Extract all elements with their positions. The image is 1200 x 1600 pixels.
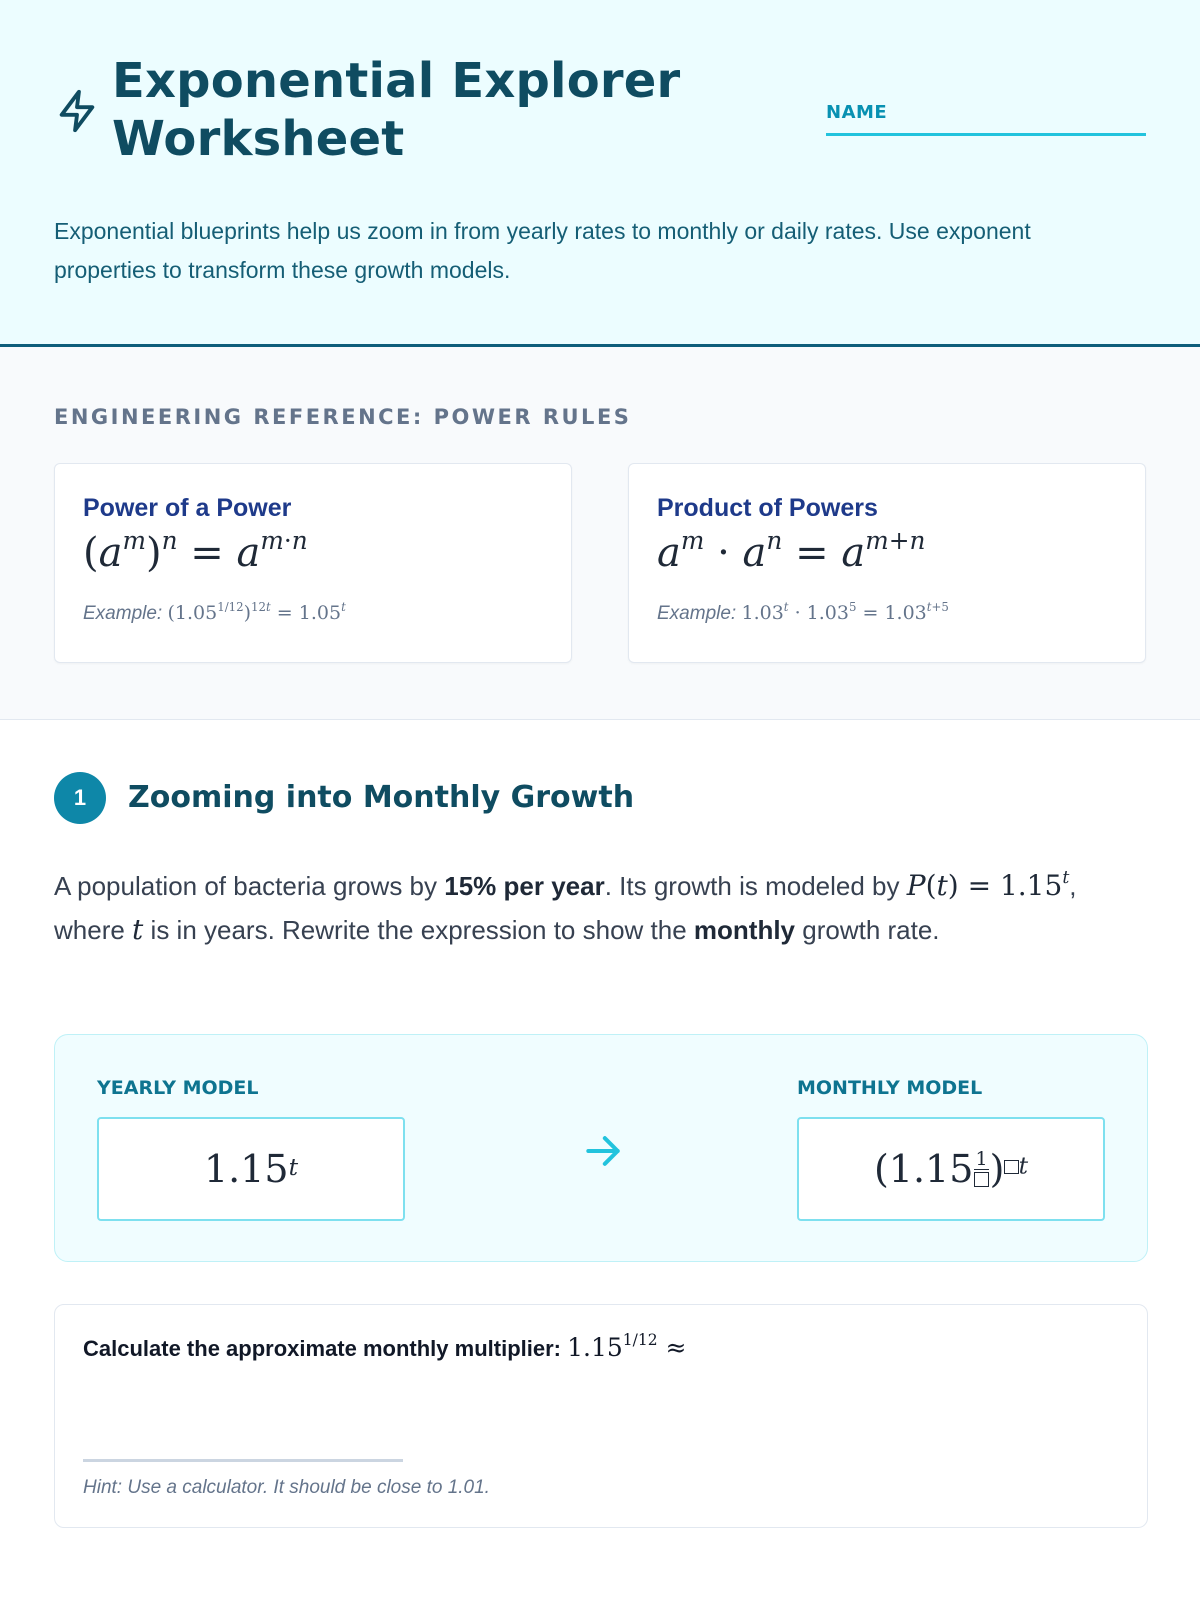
name-field[interactable] bbox=[826, 102, 1146, 136]
worksheet-header bbox=[0, 0, 1200, 347]
card-title: Power of a Power bbox=[83, 494, 292, 522]
product-of-powers-card bbox=[628, 463, 1146, 663]
example-label: Example: bbox=[83, 603, 163, 624]
title-line-2: Worksheet bbox=[112, 111, 405, 167]
product-of-powers-example bbox=[657, 599, 949, 625]
calculation-question bbox=[83, 1333, 686, 1362]
model-transform-panel bbox=[54, 1034, 1148, 1262]
problem-title: Zooming into Monthly Growth bbox=[128, 780, 635, 815]
name-label: NAME bbox=[826, 102, 888, 123]
problem-text: is in years. Rewrite the expression to show the bbox=[143, 915, 694, 945]
problem-text: . Its growth is modeled by bbox=[604, 871, 907, 901]
title-line-1: Exponential Explorer bbox=[112, 53, 681, 109]
calculation-card bbox=[54, 1304, 1148, 1528]
yearly-model-box: 1.15 $^t$ bbox=[97, 1117, 405, 1221]
name-input-line[interactable] bbox=[826, 133, 1146, 136]
reference-heading: ENGINEERING REFERENCE: POWER RULES bbox=[54, 405, 632, 429]
growth-rate-text: 15% per year bbox=[444, 871, 605, 901]
question-text: Calculate the approximate monthly multiplier: bbox=[83, 1336, 568, 1361]
arrow-right-icon bbox=[581, 1129, 625, 1173]
exponent-blank[interactable] bbox=[1004, 1160, 1018, 1174]
yearly-model-label: YEARLY MODEL bbox=[97, 1077, 259, 1099]
monthly-model-label: MONTHLY MODEL bbox=[797, 1077, 983, 1099]
monthly-model-input[interactable]: (1.15 1 ) $^t$ bbox=[797, 1117, 1105, 1221]
step-number-badge: 1 bbox=[54, 772, 106, 824]
monthly-text: monthly bbox=[693, 915, 796, 945]
card-title: Product of Powers bbox=[657, 494, 878, 522]
model-expression: $P(t) = 1.15^t$ bbox=[906, 867, 1070, 902]
bolt-icon bbox=[54, 88, 100, 134]
hint-text: Hint: Use a calculator. It should be close to 1.01. bbox=[83, 1477, 490, 1498]
product-of-powers-formula: $a^m \cdot a^n = a^{m+n}$ bbox=[657, 526, 926, 576]
fraction-exponent: 1 bbox=[974, 1150, 988, 1189]
variable-t: t bbox=[132, 913, 144, 946]
example-expression: $1.03^t \cdot 1.03^5 = 1.03^{t+5}$ bbox=[741, 599, 949, 624]
problem-statement bbox=[54, 864, 1144, 952]
problem-text: growth rate. bbox=[795, 915, 940, 945]
intro-text: Exponential blueprints help us zoom in from yearly rates to monthly or daily rates. Use exponent properties to transform these growth models. bbox=[54, 218, 1031, 283]
problem-text: A population of bacteria grows by bbox=[54, 871, 445, 901]
example-expression: $(1.05^{1/12})^{12t} = 1.05^t$ bbox=[167, 599, 346, 624]
power-of-power-example bbox=[83, 599, 346, 625]
power-of-power-card bbox=[54, 463, 572, 663]
denominator-blank[interactable] bbox=[974, 1172, 988, 1186]
power-of-power-formula: $(a^m)^n = a^{m\cdot n}$ bbox=[83, 526, 308, 576]
answer-line[interactable] bbox=[83, 1459, 403, 1462]
title-group bbox=[54, 52, 680, 168]
reference-section bbox=[0, 347, 1200, 720]
example-label: Example: bbox=[657, 603, 737, 624]
question-expression: $1.15^{1/12}$ ≈ bbox=[567, 1331, 687, 1362]
problem-text: , where bbox=[54, 871, 1077, 945]
page-title bbox=[112, 52, 680, 168]
